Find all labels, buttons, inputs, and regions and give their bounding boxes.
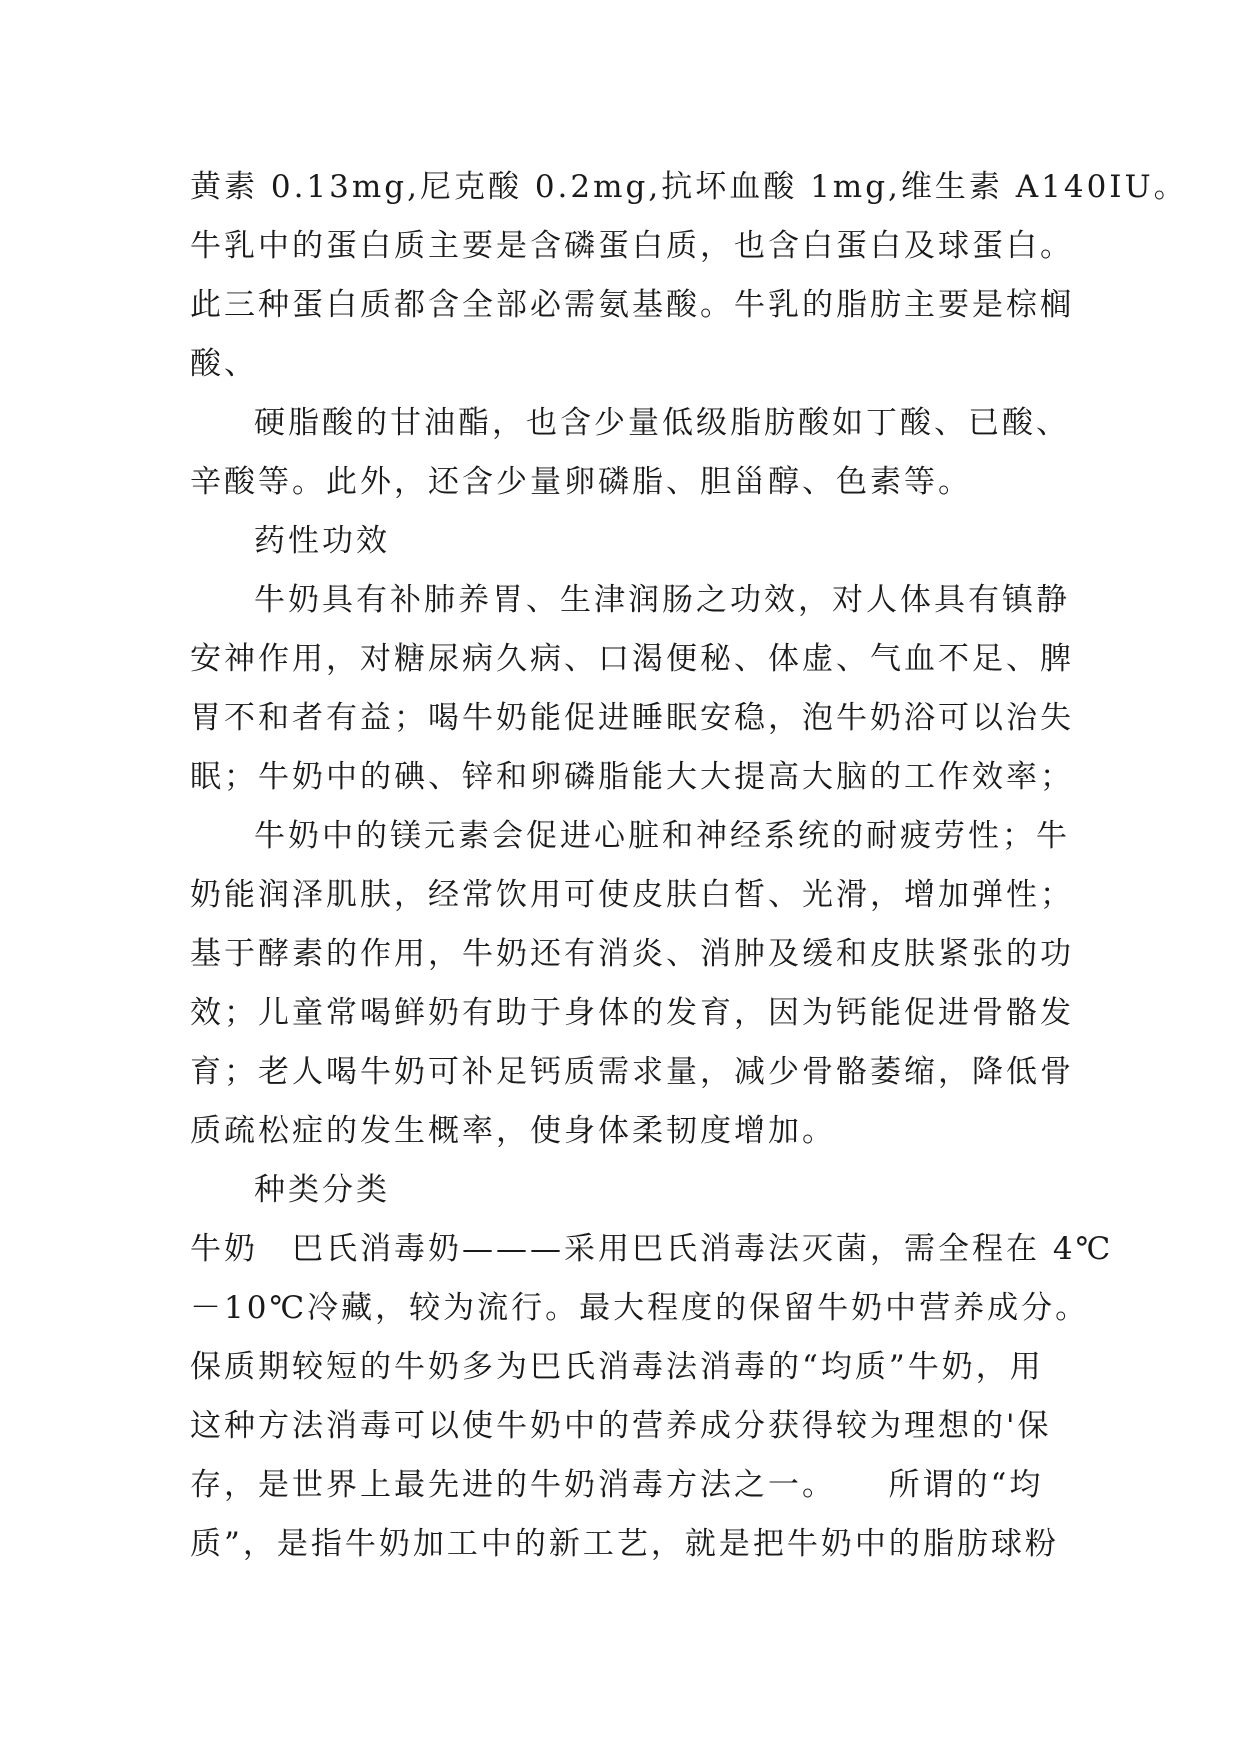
text-line: 存，是世界上最先进的牛奶消毒方法之一。 所谓的“均 [190,1467,1044,1503]
text-line: 保质期较短的牛奶多为巴氏消毒法消毒的“均质”牛奶，用 [190,1349,1044,1385]
body-text [190,158,1188,1574]
text-line: 质疏松症的发生概率，使身体柔韧度增加。 [190,1113,836,1149]
text-line: 胃不和者有益；喝牛奶能促进睡眠安稳，泡牛奶浴可以治失 [190,700,1074,736]
text-line: 奶能润泽肌肤，经常饮用可使皮肤白皙、光滑，增加弹性； [190,877,1074,913]
text-line: 牛奶中的镁元素会促进心脏和神经系统的耐疲劳性；牛 [254,818,1070,854]
text-line: 硬脂酸的甘油酯，也含少量低级脂肪酸如丁酸、已酸、 [254,405,1070,441]
text-line: 这种方法消毒可以使牛奶中的营养成分获得较为理想的'保 [190,1408,1052,1444]
text-line: 效；儿童常喝鲜奶有助于身体的发育，因为钙能促进骨骼发 [190,995,1074,1031]
text-line: 育；老人喝牛奶可补足钙质需求量，减少骨骼萎缩，降低骨 [190,1054,1074,1090]
text-line: 牛乳中的蛋白质主要是含磷蛋白质，也含白蛋白及球蛋白。 [190,228,1074,264]
text-line: 辛酸等。此外，还含少量卵磷脂、胆甾醇、色素等。 [190,464,972,500]
text-line: 质”，是指牛奶加工中的新工艺，就是把牛奶中的脂肪球粉 [190,1526,1059,1562]
text-line: 眠；牛奶中的碘、锌和卵磷脂能大大提高大脑的工作效率； [190,759,1074,795]
text-line: 黄素 0.13mg,尼克酸 0.2mg,抗坏血酸 1mg,维生素 A140IU。 [190,169,1188,205]
text-line: －10℃冷藏，较为流行。最大程度的保留牛奶中营养成分。 [190,1290,1090,1326]
text-line: 种类分类 [254,1172,390,1208]
text-line: 此三种蛋白质都含全部必需氨基酸。牛乳的脂肪主要是棕榈 [190,287,1074,323]
text-line: 药性功效 [254,523,390,559]
text-line: 酸、 [190,346,258,382]
text-line: 牛奶 巴氏消毒奶———采用巴氏消毒法灭菌，需全程在 4℃ [190,1231,1114,1267]
text-line: 基于酵素的作用，牛奶还有消炎、消肿及缓和皮肤紧张的功 [190,936,1074,972]
text-line: 安神作用，对糖尿病久病、口渴便秘、体虚、气血不足、脾 [190,641,1074,677]
text-line: 牛奶具有补肺养胃、生津润肠之功效，对人体具有镇静 [254,582,1070,618]
